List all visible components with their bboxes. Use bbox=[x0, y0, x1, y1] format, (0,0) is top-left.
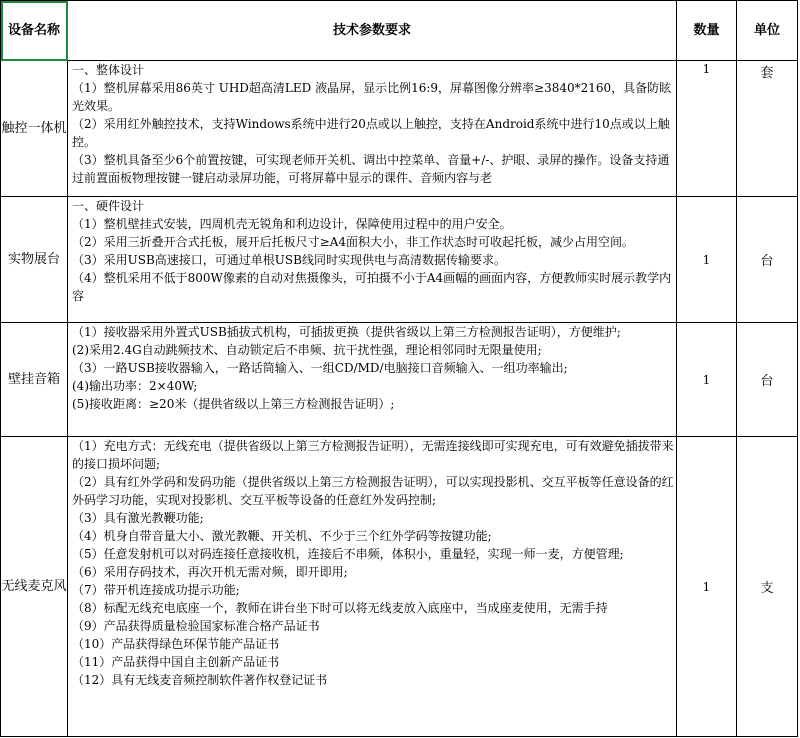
spec-cell[interactable] bbox=[68, 437, 677, 737]
header-spec[interactable]: 技术参数要求 bbox=[68, 1, 677, 61]
spec-line: （7）带开机连接成功提示功能; bbox=[72, 583, 240, 597]
header-unit[interactable]: 单位 bbox=[737, 1, 798, 61]
spec-line: （2）采用三折叠开合式托板，展开后托板尺寸≥A4面积大小，非工作状态时可收起托板，减少占用空间。 bbox=[72, 235, 634, 249]
spec-line: (5)接收距离：≥20米（提供省级以上第三方检测报告证明）; bbox=[72, 397, 395, 411]
spec-line: （2）采用红外触控技术，支持Windows系统中进行20点或以上触控，支持在Android系统中进行10点或以上触控。 bbox=[72, 117, 670, 149]
spec-cell[interactable] bbox=[68, 61, 677, 197]
qty-cell[interactable]: 1 bbox=[677, 197, 737, 323]
spec-line: 一、整体设计 bbox=[72, 63, 145, 77]
table-row bbox=[1, 323, 798, 437]
spec-line: (2)采用2.4G自动跳频技术、自动锁定后不串频、抗干扰性强，理论相邻同时无限量使用; bbox=[72, 343, 542, 357]
spec-line: （3）一路USB接收器输入，一路话筒输入、一组CD/MD/电脑接口音频输入、一组功率输出; bbox=[72, 361, 568, 375]
spec-line: （4）机身自带音量大小、激光教鞭、开关机、不少于三个红外学码等按键功能; bbox=[72, 529, 492, 543]
spec-line: （3）采用USB高速接口，可通过单根USB线同时实现供电与高清数据传输要求。 bbox=[72, 253, 506, 267]
spec-line: （6）采用存码技术，再次开机无需对频，即开即用; bbox=[72, 565, 348, 579]
spec-line: （8）标配无线充电底座一个，教师在讲台坐下时可以将无线麦放入底座中，当成座麦使用，无需手持 bbox=[72, 601, 608, 615]
device-name-cell[interactable]: 无线麦克风 bbox=[1, 437, 68, 737]
unit-cell[interactable]: 台 bbox=[737, 323, 798, 437]
spec-line: （3）具有激光教鞭功能; bbox=[72, 511, 204, 525]
header-device-name[interactable]: 设备名称 bbox=[1, 1, 68, 61]
unit-cell[interactable]: 套 bbox=[737, 61, 798, 197]
device-name-cell[interactable]: 触控一体机 bbox=[1, 61, 68, 197]
spec-cell[interactable] bbox=[68, 323, 677, 437]
spec-line: （5）任意发射机可以对码连接任意接收机，连接后不串频，体积小，重量轻，实现一师一麦，方便管理; bbox=[72, 547, 624, 561]
unit-cell[interactable]: 支 bbox=[737, 437, 798, 737]
device-name-cell[interactable]: 实物展台 bbox=[1, 197, 68, 323]
table-row bbox=[1, 61, 798, 197]
spec-line: （1）接收器采用外置式USB插拔式机构，可插拔更换（提供省级以上第三方检测报告证明），方便维护; bbox=[72, 325, 621, 339]
qty-cell[interactable]: 1 bbox=[677, 61, 737, 197]
table-row bbox=[1, 437, 798, 737]
unit-cell[interactable]: 台 bbox=[737, 197, 798, 323]
qty-cell[interactable]: 1 bbox=[677, 323, 737, 437]
spec-line: （12）具有无线麦音频控制软件著作权登记证书 bbox=[72, 673, 328, 687]
spec-line: （1）整机壁挂式安装，四周机壳无锐角和利边设计，保障使用过程中的用户安全。 bbox=[72, 217, 512, 231]
spec-line: 一、硬件设计 bbox=[72, 199, 145, 213]
spec-line: （1）整机屏幕采用86英寸 UHD超高清LED 液晶屏，显示比例16:9，屏幕图像分辨率≥3840*2160，具备防眩光效果。 bbox=[72, 81, 672, 113]
spec-line: （2）具有红外学码和发码功能（提供省级以上第三方检测报告证明），可以实现投影机、交互平板等任意设备的红外码学习功能，实现对投影机、交互平板等设备的任意红外发码控制; bbox=[72, 475, 674, 507]
spec-line: （11）产品获得中国自主创新产品证书 bbox=[72, 655, 280, 669]
spec-cell[interactable] bbox=[68, 197, 677, 323]
spec-line: （1）充电方式：无线充电（提供省级以上第三方检测报告证明），无需连接线即可实现充电，可有效避免插拔带来的接口损坏问题; bbox=[72, 439, 674, 471]
spec-line: （10）产品获得绿色环保节能产品证书 bbox=[72, 637, 280, 651]
spec-line: （4）整机采用不低于800W像素的自动对焦摄像头，可拍摄不小于A4画幅的画面内容，方便教师实时展示教学内容 bbox=[72, 271, 672, 303]
table-row bbox=[1, 197, 798, 323]
device-name-cell[interactable]: 壁挂音箱 bbox=[1, 323, 68, 437]
spec-line: （3）整机具备至少6个前置按键，可实现老师开关机、调出中控菜单、音量+/-、护眼、录屏的操作。设备支持通过前置面板物理按键一键启动录屏功能，可将屏幕中显示的课件、音频内容与老 bbox=[72, 153, 670, 185]
qty-cell[interactable]: 1 bbox=[677, 437, 737, 737]
header-qty[interactable]: 数量 bbox=[677, 1, 737, 61]
spec-line: (4)输出功率：2×40W; bbox=[72, 379, 198, 393]
spec-line: （9）产品获得质量检验国家标准合格产品证书 bbox=[72, 619, 320, 633]
header-row bbox=[1, 1, 798, 61]
